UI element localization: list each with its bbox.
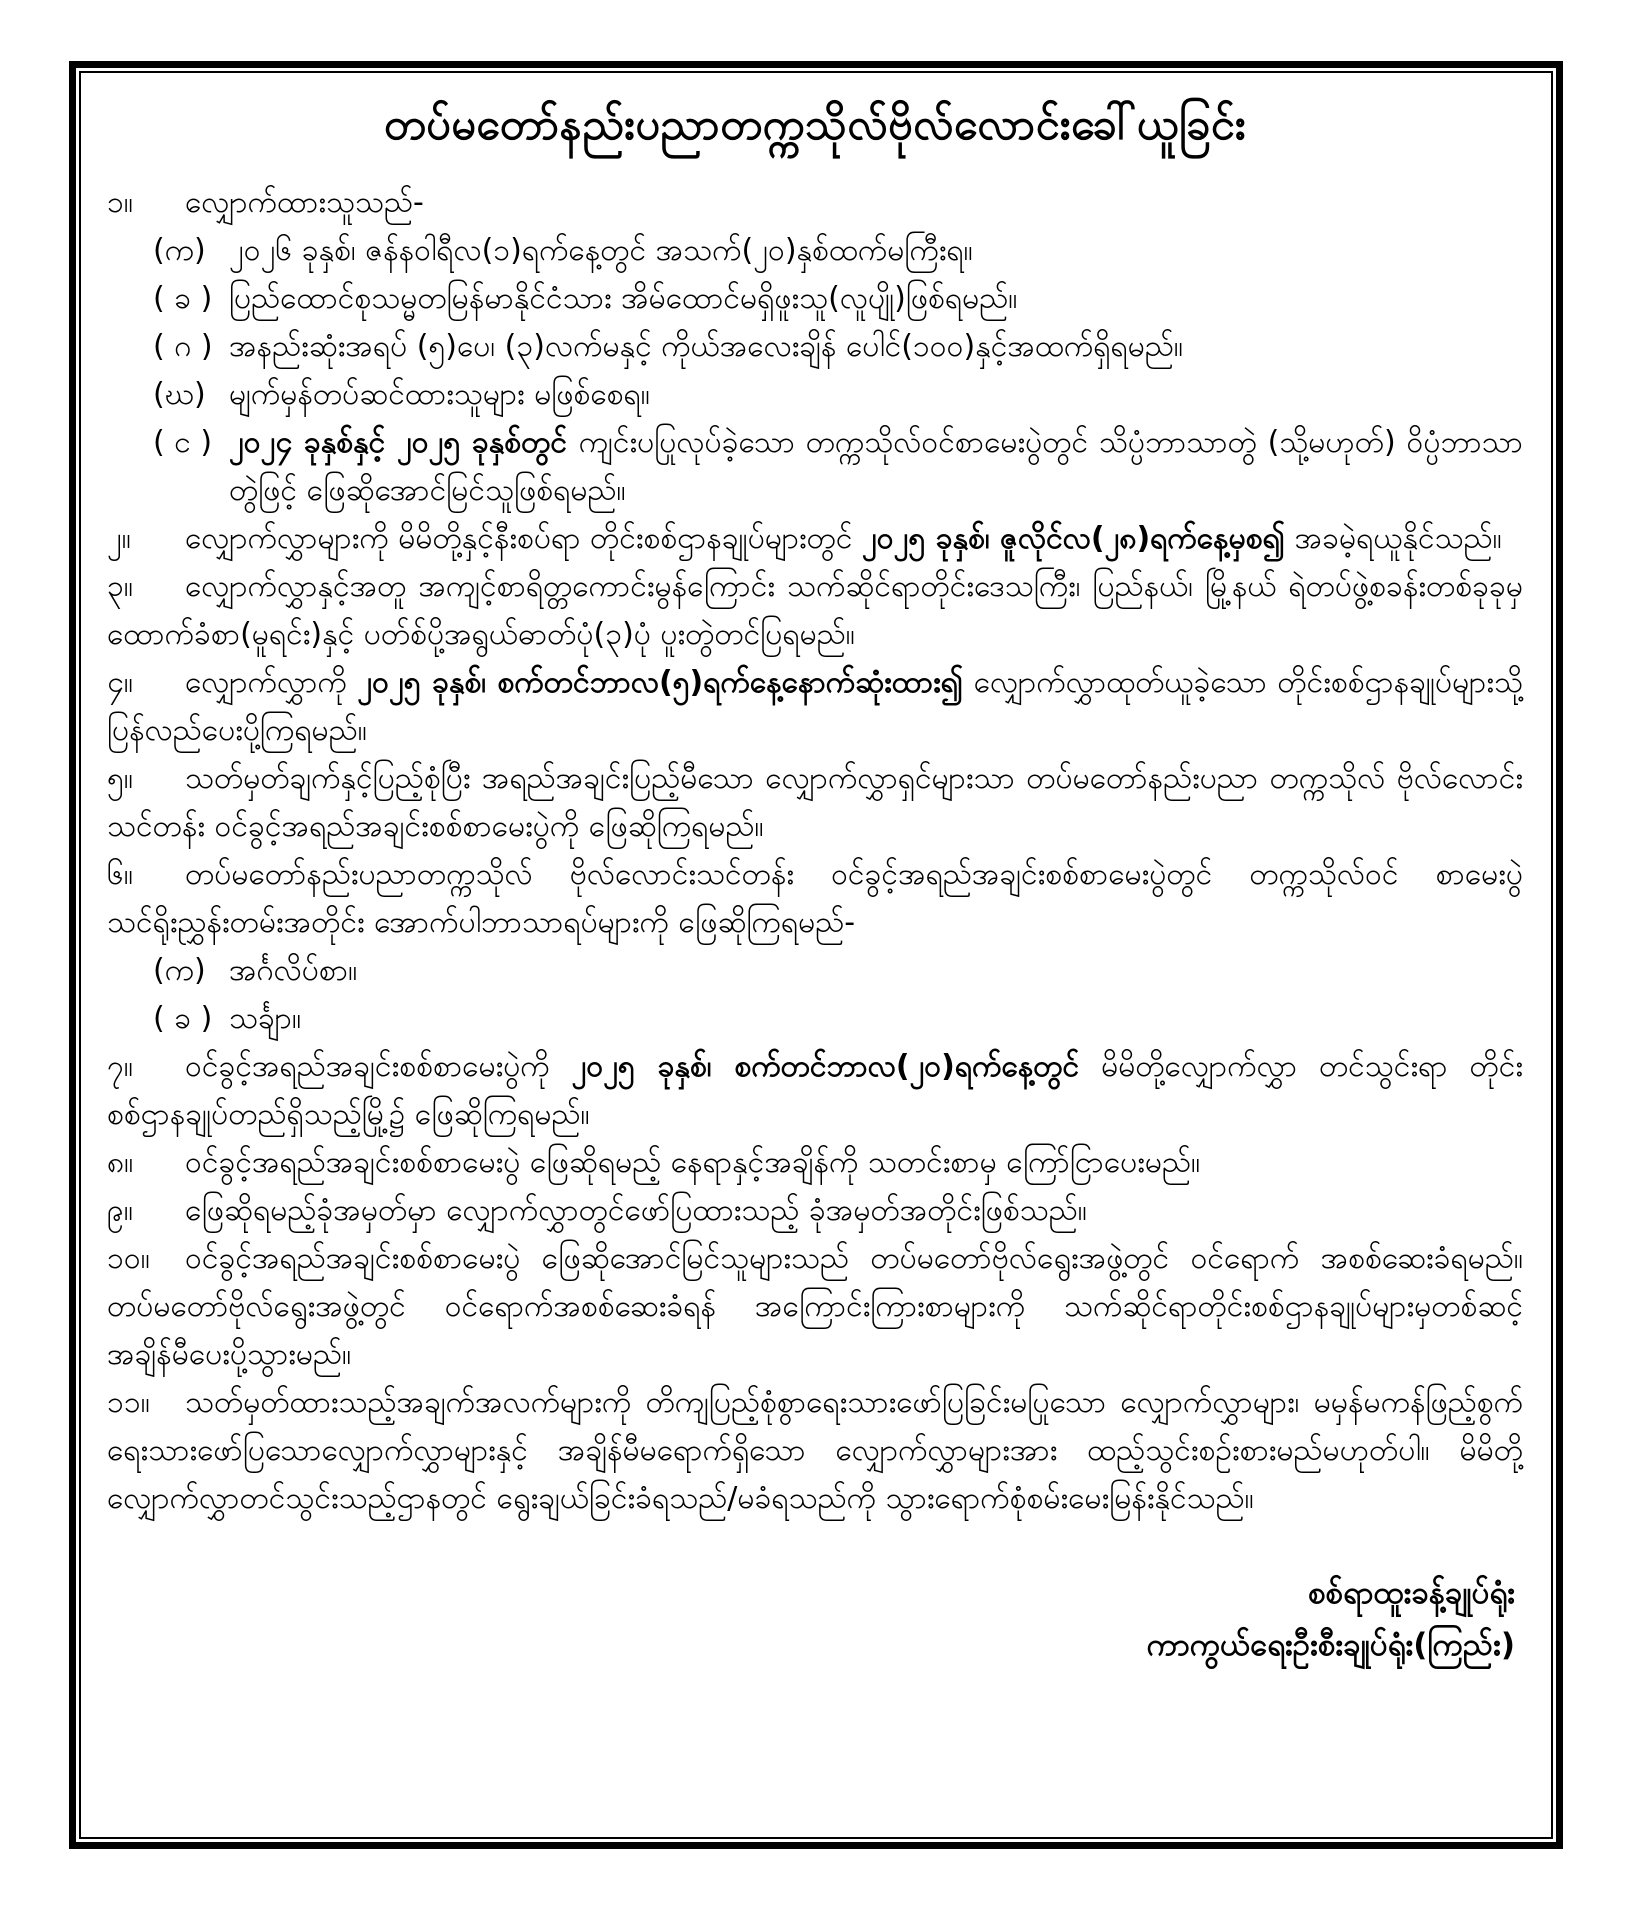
sub-item-label: ( ခ ) [153, 280, 213, 316]
sub-item-text [229, 233, 973, 268]
signature-line-hq: ကာကွယ်ရေးဦးစီးချုပ်ရုံး(ကြည်း) [1146, 1626, 1515, 1663]
paragraph-text [185, 521, 1502, 556]
text: အခမဲ့ရယူနိုင်သည်။ [1285, 520, 1502, 556]
text: မျက်မှန်တပ်ဆင်ထားသူများ မဖြစ်စေရ။ [229, 376, 650, 412]
paragraph-text [107, 1049, 1523, 1132]
paragraph [107, 1379, 1523, 1523]
document-title: တပ်မတော်နည်းပညာတက္ကသိုလ်ဗိုလ်လောင်းခေါ်ယူခြင်း [383, 100, 1247, 150]
text: လျှောက်လွှာများကို မိမိတို့နှင့်နီးစပ်ရာ တိုင်းစစ်ဌာနချုပ်များတွင် [185, 520, 863, 556]
text: အင်္ဂလိပ်စာ။ [229, 952, 358, 988]
document-body [107, 179, 1523, 1523]
paragraph [107, 1235, 1523, 1379]
sub-item [153, 371, 1523, 419]
paragraph-text [107, 1385, 1523, 1516]
text: မိမိတို့လျှောက်လွှာ တင်သွင်းရာ တိုင်းစစ်ဌာနချုပ်တည်ရှိသည့်မြို့၌ ဖြေဆိုကြရမည်။ [107, 1048, 1524, 1132]
sub-item-label: (က) [153, 952, 206, 988]
text: သင်္ချာ။ [229, 1000, 302, 1036]
text: ၂၀၂၆ ခုနှစ်၊ ဇန်နဝါရီလ(၁)ရက်နေ့တွင် အသက်(၂၀)နှစ်ထက်မကြီးရ။ [229, 232, 973, 268]
paragraph-text [107, 857, 1523, 940]
paragraph [107, 1043, 1523, 1139]
paragraph [107, 1187, 1523, 1235]
paragraph-number: ၂။ [107, 520, 131, 556]
text: အနည်းဆုံးအရပ် (၅)ပေ၊ (၃)လက်မနှင့် ကိုယ်အလေးချိန် ပေါင်(၁၀၀)နှင့်အထက်ရှိရမည်။ [229, 328, 1183, 364]
sub-item-text [229, 425, 1523, 508]
signature-block [107, 1567, 1523, 1671]
text: ဝင်ခွင့်အရည်အချင်းစစ်စာမေးပွဲ ဖြေဆိုရမည့် နေရာနှင့်အချိန်ကို သတင်းစာမှ ကြော်ငြာပေးမည်။ [185, 1144, 1201, 1180]
sub-item-label: ( ဂ ) [153, 328, 213, 364]
document-inner-border [79, 71, 1553, 1839]
paragraph-number: ၄။ [107, 664, 133, 700]
sub-item [153, 419, 1523, 515]
text: လျှောက်လွှာထုတ်ယူခဲ့သော တိုင်းစစ်ဌာနချုပ်များသို့ ပြန်လည်ပေးပို့ကြရမည်။ [107, 664, 1524, 748]
paragraph-text [185, 185, 424, 220]
paragraph-text [185, 1193, 1087, 1228]
paragraph [107, 659, 1523, 755]
paragraph-text [107, 761, 1523, 844]
sub-item [153, 275, 1523, 323]
sub-item [153, 995, 1523, 1043]
paragraph-number: ၈။ [107, 1144, 134, 1180]
bold-text: ၂၀၂၅ ခုနှစ်၊ စက်တင်ဘာလ(၂၀)ရက်နေ့တွင် [571, 1048, 1080, 1084]
sub-item-text [229, 329, 1183, 364]
paragraph-number: ၃။ [107, 568, 133, 604]
paragraph-text [107, 569, 1523, 652]
sub-item [153, 947, 1523, 995]
sub-item-label: ( င ) [153, 424, 213, 460]
sub-item-text [229, 953, 357, 988]
text: လျှောက်လွှာနှင့်အတူ အကျင့်စာရိတ္တကောင်းမွန်ကြောင်း သက်ဆိုင်ရာတိုင်းဒေသကြီး၊ ပြည်နယ်၊ မြို့နယ် ရဲတပ်ဖွဲ့စခန်းတစ်ခုခုမှ ထောက်ခံစာ(မူရင်း)နှင့် ပတ်စ်ပို့အရွယ်ဓာတ်ပုံ(၃)ပုံ ပူးတွဲတင်ပြရမည်။ [107, 568, 1523, 652]
sub-item-label: (က) [153, 232, 206, 268]
paragraph [107, 515, 1523, 563]
bold-text: ၂၀၂၅ ခုနှစ်၊ ဇူလိုင်လ(၂၈)ရက်နေ့မှစ၍ [862, 520, 1286, 556]
sub-item [153, 227, 1523, 275]
paragraph-text [185, 1145, 1200, 1180]
paragraph-number: ၉။ [107, 1192, 133, 1228]
text: ပြည်ထောင်စုသမ္မတမြန်မာနိုင်ငံသား အိမ်ထောင်မရှိဖူးသူ(လူပျို)ဖြစ်ရမည်။ [229, 280, 1018, 316]
text: ကျင်းပပြုလုပ်ခဲ့သော တက္ကသိုလ်ဝင်စာမေးပွဲတွင် သိပ္ပံဘာသာတွဲ (သို့မဟုတ်) ဝိပ္ပံဘာသာတွဲဖြင့် ဖြေဆိုအောင်မြင်သူဖြစ်ရမည်။ [229, 424, 1523, 508]
sub-item-label: (ဃ) [153, 376, 206, 412]
paragraph [107, 851, 1523, 947]
paragraph-text [107, 665, 1523, 748]
paragraph [107, 755, 1523, 851]
bold-text: ၂၀၂၄ ခုနှစ်နှင့် ၂၀၂၅ ခုနှစ်တွင် [229, 424, 579, 460]
paragraph [107, 1139, 1523, 1187]
sub-item [153, 323, 1523, 371]
document-frame [69, 61, 1563, 1849]
paragraph-number: ၁၀။ [107, 1240, 150, 1276]
text: သတ်မှတ်ထားသည့်အချက်အလက်များကို တိကျပြည့်စုံစွာရေးသားဖော်ပြခြင်းမပြုသော လျှောက်လွှာများ၊ မမှန်မကန်ဖြည့်စွက်ရေးသားဖော်ပြသောလျှောက်လွှာများနှင့် အချိန်မီမရောက်ရှိသော လျှောက်လွှာများအား ထည့်သွင်းစဉ်းစားမည်မဟုတ်ပါ။ မိမိတို့ လျှောက်လွှာတင်သွင်းသည့်ဌာနတွင် ရွေးချယ်ခြင်းခံရသည်/မခံရသည်ကို သွားရောက်စုံစမ်းမေးမြန်းနိုင်သည်။ [107, 1384, 1523, 1516]
paragraph-number: ၅။ [107, 760, 133, 796]
paragraph-text [107, 1241, 1523, 1372]
sub-item-text [229, 281, 1017, 316]
text: ဖြေဆိုရမည့်ခုံအမှတ်မှာ လျှောက်လွှာတွင်ဖော်ပြထားသည့် ခုံအမှတ်အတိုင်းဖြစ်သည်။ [185, 1192, 1087, 1228]
text: လျှောက်ထားသူသည်- [185, 184, 424, 220]
text: ဝင်ခွင့်အရည်အချင်းစစ်စာမေးပွဲကို [185, 1048, 572, 1084]
paragraph-number: ၇။ [107, 1048, 133, 1084]
text: တပ်မတော်နည်းပညာတက္ကသိုလ် ဗိုလ်လောင်းသင်တန်း ဝင်ခွင့်အရည်အချင်းစစ်စာမေးပွဲတွင် တက္ကသိုလ်ဝင် စာမေးပွဲသင်ရိုးညွှန်းတမ်းအတိုင်း အောက်ပါဘာသာရပ်များကို ဖြေဆိုကြရမည်- [107, 856, 1523, 940]
text: ဝင်ခွင့်အရည်အချင်းစစ်စာမေးပွဲ ဖြေဆိုအောင်မြင်သူများသည် တပ်မတော်ဗိုလ်ရွေးအဖွဲ့တွင် ဝင်ရောက် အစစ်ဆေးခံရမည်။ တပ်မတော်ဗိုလ်ရွေးအဖွဲ့တွင် ဝင်ရောက်အစစ်ဆေးခံရန် အကြောင်းကြားစာများကို သက်ဆိုင်ရာတိုင်းစစ်ဌာနချုပ်များမှတစ်ဆင့် အချိန်မီပေးပို့သွားမည်။ [107, 1240, 1523, 1372]
paragraph [107, 563, 1523, 659]
sub-item-label: ( ခ ) [153, 1000, 213, 1036]
signature-line-office: စစ်ရာထူးခန့်ချုပ်ရုံး [1308, 1574, 1515, 1611]
text: သတ်မှတ်ချက်နှင့်ပြည့်စုံပြီး အရည်အချင်းပြည့်မီသော လျှောက်လွှာရှင်များသာ တပ်မတော်နည်းပညာ တက္ကသိုလ် ဗိုလ်လောင်းသင်တန်း ဝင်ခွင့်အရည်အချင်းစစ်စာမေးပွဲကို ဖြေဆိုကြရမည်။ [107, 760, 1523, 844]
paragraph-number: ၆။ [107, 856, 133, 892]
sub-item-text [229, 1001, 301, 1036]
sub-item-text [229, 377, 650, 412]
bold-text: ၂၀၂၅ ခုနှစ်၊ စက်တင်ဘာလ(၅)ရက်နေ့နောက်ဆုံးထား၍ [357, 664, 964, 700]
paragraph-number: ၁။ [107, 184, 133, 220]
paragraph-number: ၁၁။ [107, 1384, 150, 1420]
text: လျှောက်လွှာကို [185, 664, 358, 700]
paragraph [107, 179, 1523, 227]
